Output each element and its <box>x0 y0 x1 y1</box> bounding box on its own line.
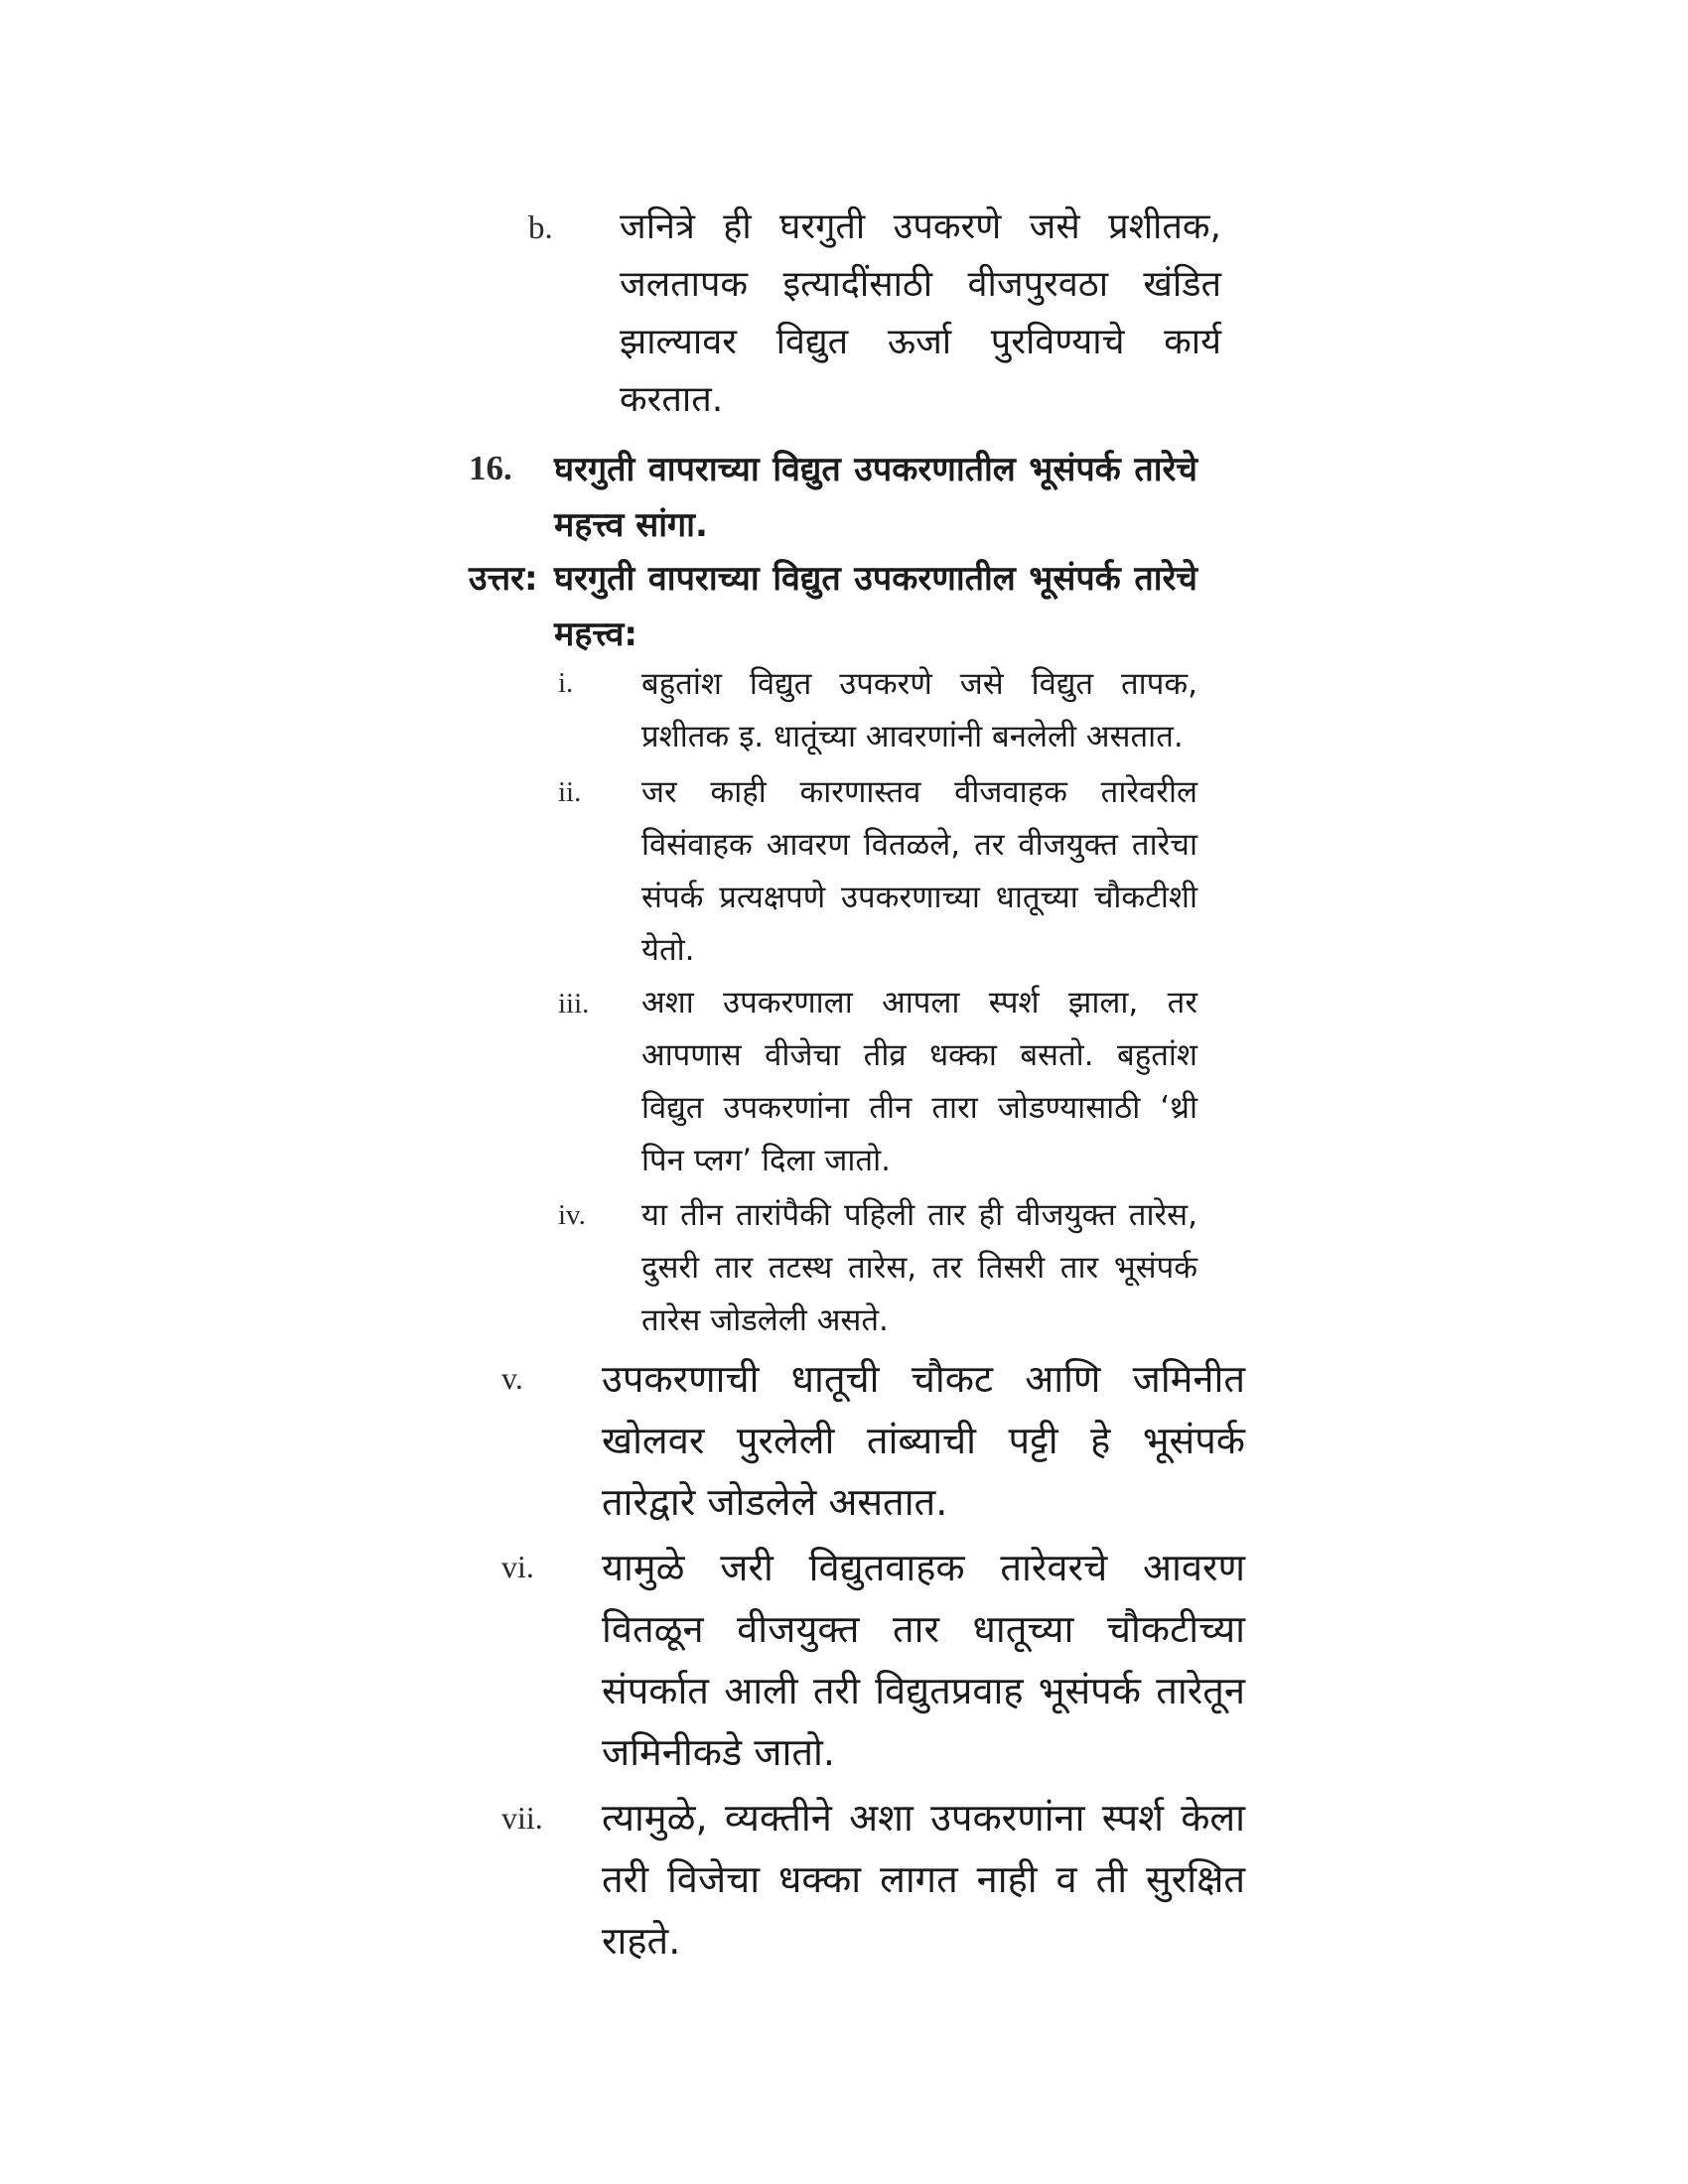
point-label: i. <box>558 667 574 699</box>
answer-label: उत्तर: <box>469 559 538 599</box>
point-label: vii. <box>501 1800 543 1836</box>
point-text: त्यामुळे, व्यक्तीने अशा उपकरणांना स्पर्श केला तरी विजेचा धक्का लागत नाही व ती सुरक्षित राहते. <box>602 1796 1245 1963</box>
point-label: vi. <box>501 1549 534 1584</box>
point-text: उपकरणाची धातूची चौकट आणि जमिनीत खोलवर पुरलेली तांब्याची पट्टी हे भूसंपर्क तारेद्वारे जोडलेले असतात. <box>602 1357 1245 1524</box>
point-label: v. <box>501 1360 523 1396</box>
point-text: यामुळे जरी विद्युतवाहक तारेवरचे आवरण वितळून वीजयुक्त तार धातूच्या चौकटीच्या संपर्कात आली तरी विद्युतप्रवाह भूसंपर्क तारेतून जमिनीकडे जातो. <box>602 1546 1245 1774</box>
question-text: घरगुती वापराच्या विद्युत उपकरणातील भूसंपर्क तारेचे महत्त्व सांगा. <box>554 450 1197 545</box>
point-text: बहुतांश विद्युत उपकरणे जसे विद्युत तापक, प्रशीतक इ. धातूंच्या आवरणांनी बनलेली असतात. <box>641 666 1197 754</box>
point-label: iv. <box>558 1199 586 1231</box>
point-text: जर काही कारणास्तव वीजवाहक तारेवरील विसंवाहक आवरण वितळले, तर वीजयुक्त तारेचा संपर्क प्रत्यक्षपणे उपकरणाच्या धातूच्या चौकटीशी येतो. <box>641 774 1197 968</box>
point-text: या तीन तारांपैकी पहिली तार ही वीजयुक्त तारेस, दुसरी तार तटस्थ तारेस, तर तिसरी तार भूसंपर्क तारेस जोडलेली असते. <box>641 1197 1197 1338</box>
item-text: जनित्रे ही घरगुती उपकरणे जसे प्रशीतक, जलतापक इत्यादींसाठी वीजपुरवठा खंडित झाल्यावर विद्युत ऊर्जा पुरविण्याचे कार्य करतात. <box>620 206 1221 420</box>
item-label: b. <box>528 210 553 246</box>
point-label: ii. <box>558 776 582 808</box>
question-number: 16. <box>469 449 512 487</box>
point-label: iii. <box>558 988 590 1020</box>
point-text: अशा उपकरणाला आपला स्पर्श झाला, तर आपणास वीजेचा तीव्र धक्का बसतो. बहुतांश विद्युत उपकरणांना तीन तारा जोडण्यासाठी ‘थ्री पिन प्लग’ दिला जातो. <box>641 985 1197 1178</box>
answer-intro: घरगुती वापराच्या विद्युत उपकरणातील भूसंपर्क तारेचे महत्त्व: <box>554 559 1197 654</box>
